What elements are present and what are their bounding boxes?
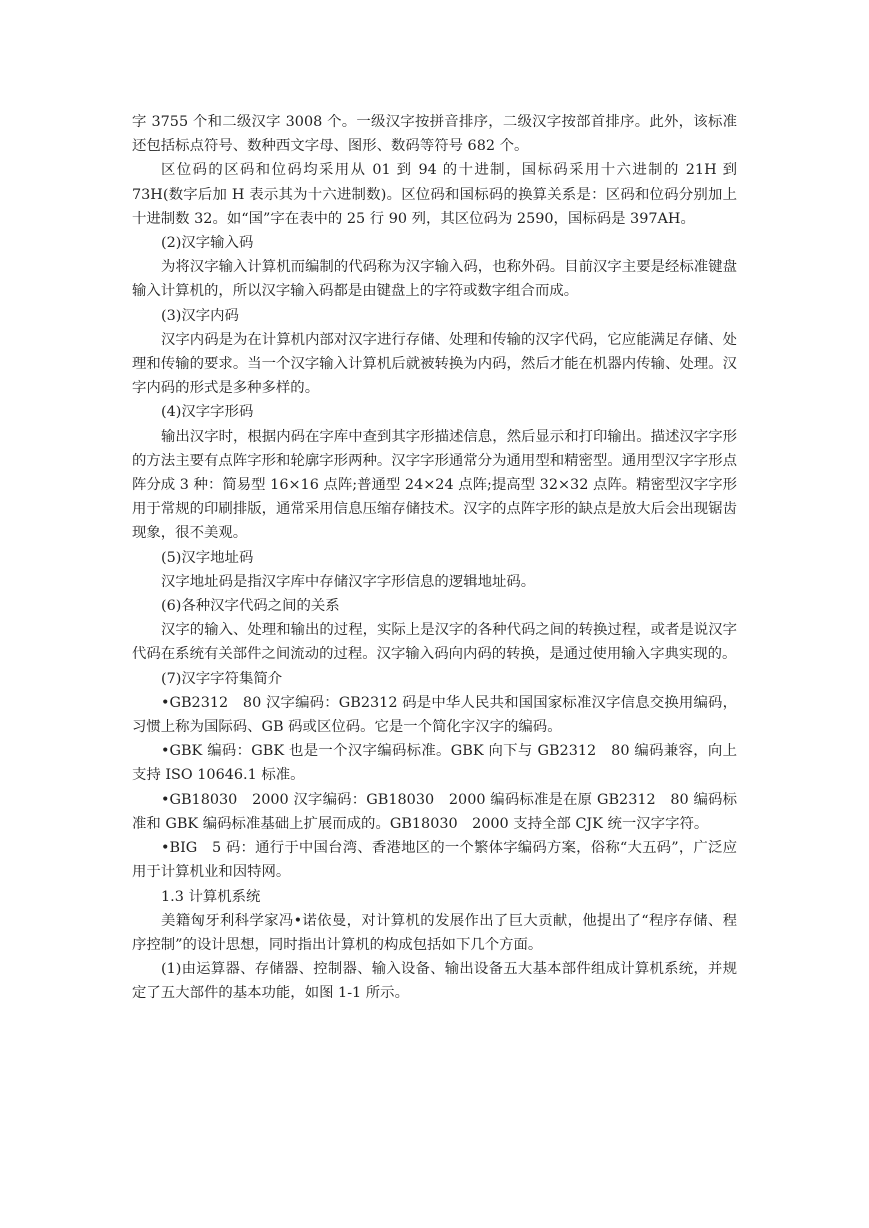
paragraph: 汉字内码是为在计算机内部对汉字进行存储、处理和传输的汉字代码，它应能满足存储、处理和传输的要求。当一个汉字输入计算机后就被转换为内码，然后才能在机器内传输、处理。汉字内码的形式是多种多样的。 <box>132 331 737 397</box>
section-heading: (6)各种汉字代码之间的关系 <box>161 598 340 615</box>
paragraph: 汉字地址码是指汉字库中存储汉字字形信息的逻辑地址码。 <box>161 573 536 590</box>
paragraph: 美籍匈牙利科学家冯•诺依曼，对计算机的发展作出了巨大贡献，他提出了“程序存储、程序控制”的设计思想，同时指出计算机的构成包括如下几个方面。 <box>132 912 737 953</box>
section-heading: (3)汉字内码 <box>161 307 239 324</box>
section-heading: (7)汉字字符集简介 <box>161 670 283 687</box>
paragraph: 区位码的区码和位码均采用从 01 到 94 的十进制，国标码采用十六进制的 21H 到 73H(数字后加 H 表示其为十六进制数)。区位码和国标码的换算关系是：区码和位码分别加上十进制数 32。如“国”字在表中的 25 行 90 列，其区位码为 2590，国标码是 397AH。 <box>132 162 737 227</box>
paragraph: 输出汉字时，根据内码在字库中查到其字形描述信息，然后显示和打印输出。描述汉字字形的方法主要有点阵字形和轮廓字形两种。汉字字形通常分为通用型和精密型。通用型汉字字形点阵分成 3 种：简易型 16×16 点阵;普通型 24×24 点阵;提高型 32×32 点阵。精密型汉字字形用于常规的印刷排版，通常采用信息压缩存储技术。汉字的点阵字形的缺点是放大后会出现锯齿现象，很不美观。 <box>132 428 737 542</box>
paragraph: (1)由运算器、存储器、控制器、输入设备、输出设备五大基本部件组成计算机系统，并规定了五大部件的基本功能，如图 1-1 所示。 <box>132 961 737 1002</box>
section-heading: (5)汉字地址码 <box>161 549 254 566</box>
bullet-item-gb18030: •GB18030 2000 汉字编码：GB18030 2000 编码标准是在原 GB2312 80 编码标准和 GBK 编码标准基础上扩展而成的。GB18030 2000 支持全部 CJK 统一汉字字符。 <box>132 791 737 832</box>
section-heading: (4)汉字字形码 <box>161 404 254 421</box>
document-body <box>132 110 737 1006</box>
paragraph-continued: 字 3755 个和二级汉字 3008 个。一级汉字按拼音排序，二级汉字按部首排序。此外，该标准还包括标点符号、数种西文字母、图形、数码等符号 682 个。 <box>132 114 737 155</box>
section-heading: (2)汉字输入码 <box>161 235 254 252</box>
chapter-heading: 1.3 计算机系统 <box>161 888 261 905</box>
paragraph: 汉字的输入、处理和输出的过程，实际上是汉字的各种代码之间的转换过程，或者是说汉字代码在系统有关部件之间流动的过程。汉字输入码向内码的转换，是通过使用输入字典实现的。 <box>132 622 737 663</box>
bullet-item-big5: •BIG 5 码：通行于中国台湾、香港地区的一个繁体字编码方案，俗称“大五码”，广泛应用于计算机业和因特网。 <box>132 840 737 881</box>
bullet-item-gb2312: •GB2312 80 汉字编码：GB2312 码是中华人民共和国国家标准汉字信息交换用编码，习惯上称为国际码、GB 码或区位码。它是一个简化字汉字的编码。 <box>132 694 737 736</box>
paragraph: 为将汉字输入计算机而编制的代码称为汉字输入码，也称外码。目前汉字主要是经标准键盘输入计算机的，所以汉字输入码都是由键盘上的字符或数字组合而成。 <box>132 259 737 300</box>
bullet-item-gbk: •GBK 编码：GBK 也是一个汉字编码标准。GBK 向下与 GB2312 80 编码兼容，向上支持 ISO 10646.1 标准。 <box>132 743 737 784</box>
